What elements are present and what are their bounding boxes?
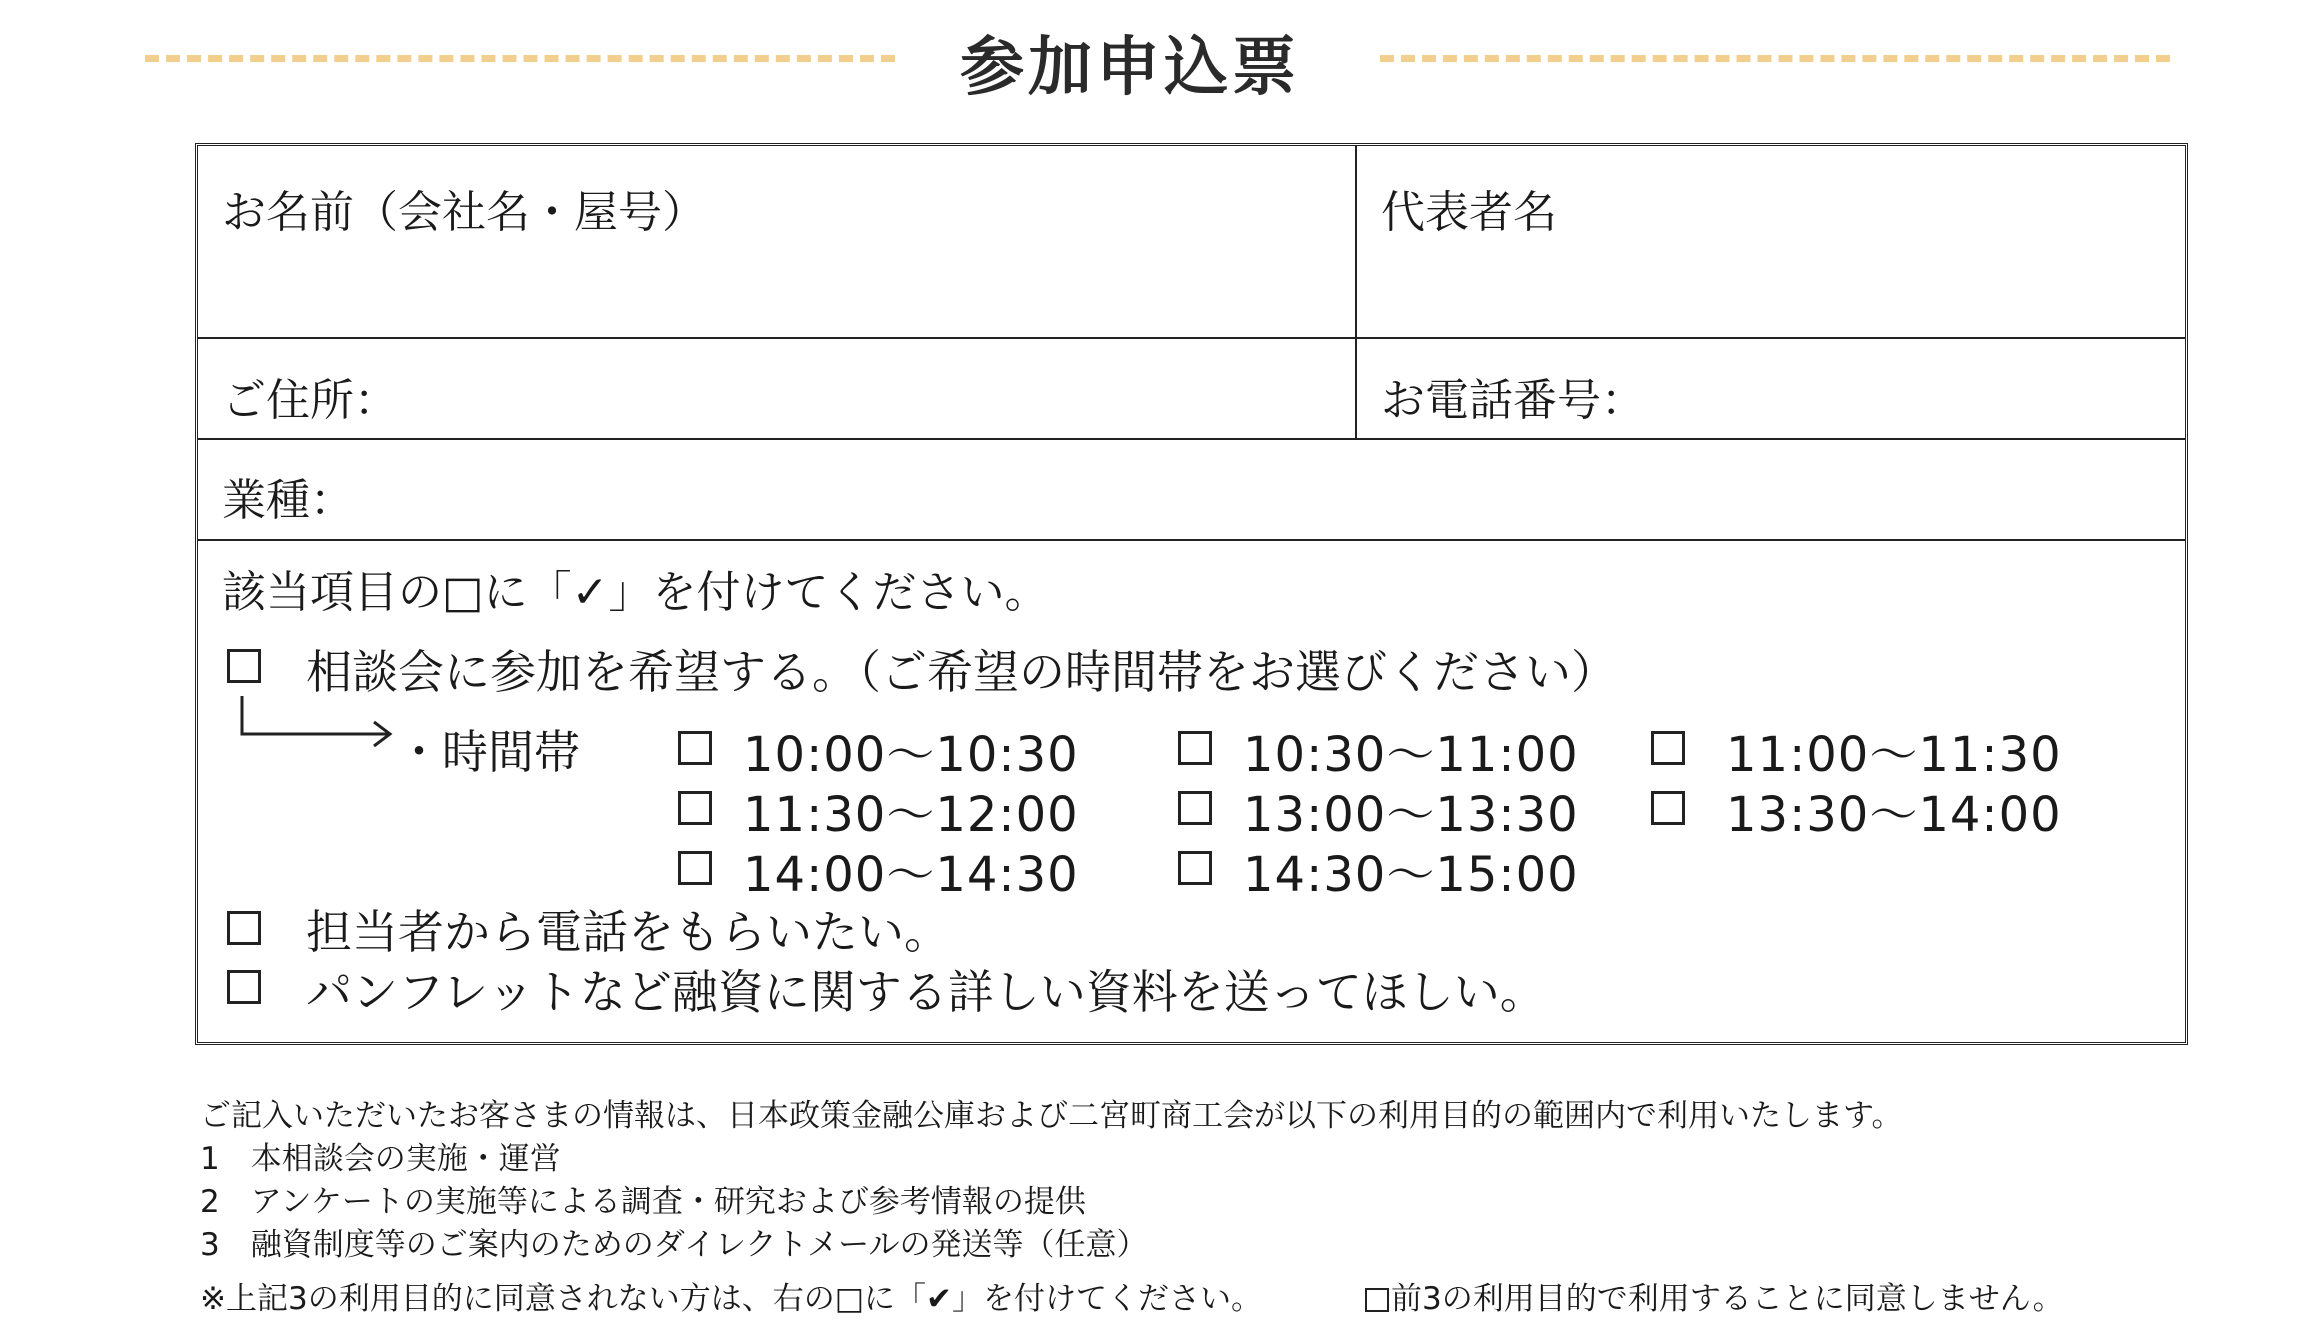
pamphlet-checkbox[interactable] (227, 970, 261, 1004)
application-form (195, 143, 2188, 1045)
pamphlet-option-label: パンフレットなど融資に関する詳しい資料を送ってほしい。 (306, 965, 1546, 1019)
arrow-connector-icon (238, 694, 408, 752)
time-slot-label: 13:30〜14:00 (1726, 787, 2062, 843)
optout-option[interactable] (1365, 1273, 2064, 1318)
slot-checkbox[interactable] (1178, 851, 1212, 885)
optout-option-label: 前3の利用目的で利用することに同意しません。 (1391, 1281, 2064, 1317)
title-ornament-left (145, 55, 895, 62)
slot-checkbox[interactable] (1651, 731, 1685, 765)
consult-checkbox[interactable] (227, 649, 261, 683)
call-option-label: 担当者から電話をもらいたい。 (306, 905, 950, 959)
slot-checkbox[interactable] (678, 731, 712, 765)
row-divider (198, 337, 2185, 339)
optout-instruction: ※上記3の利用目的に同意されない方は、右の□に「✔」を付けてください。 (200, 1281, 1262, 1317)
slot-checkbox[interactable] (678, 851, 712, 885)
optout-checkbox[interactable] (1365, 1288, 1389, 1312)
privacy-item-3: 3 融資制度等のご案内のためのダイレクトメールの発送等（任意） (200, 1227, 1148, 1263)
slot-checkbox[interactable] (1178, 731, 1212, 765)
privacy-item-2: 2 アンケートの実施等による調査・研究および参考情報の提供 (200, 1184, 1086, 1220)
address-field[interactable]: ご住所： (222, 375, 398, 426)
instructions-text: 該当項目の□に「✓」を付けてください。 (222, 567, 1049, 618)
title-ornament-right (1380, 55, 2170, 62)
time-slot-label: 11:00〜11:30 (1726, 727, 2062, 783)
slot-checkbox[interactable] (1651, 791, 1685, 825)
time-slot-label: 11:30〜12:00 (743, 787, 1079, 843)
time-slot-label: 14:00〜14:30 (743, 847, 1079, 903)
time-slot-label: 13:00〜13:30 (1243, 787, 1579, 843)
phone-field[interactable]: お電話番号： (1381, 375, 1645, 426)
industry-field[interactable]: 業種： (222, 475, 354, 526)
consult-option-label: 相談会に参加を希望する。（ご希望の時間帯をお選びください） (306, 645, 1617, 699)
time-slot-label: 10:30〜11:00 (1243, 727, 1579, 783)
privacy-intro: ご記入いただいたお客さまの情報は、日本政策金融公庫および二宮町商工会が以下の利用目的の範囲内で利用いたします。 (200, 1098, 1903, 1134)
representative-field[interactable]: 代表者名 (1381, 187, 1557, 238)
page-title: 参加申込票 (960, 31, 1300, 105)
row-divider (198, 539, 2185, 541)
slot-checkbox[interactable] (1178, 791, 1212, 825)
call-checkbox[interactable] (227, 911, 261, 945)
time-slot-label: 14:30〜15:00 (1243, 847, 1579, 903)
time-label: ・時間帯 (396, 725, 580, 779)
slot-checkbox[interactable] (678, 791, 712, 825)
column-divider (1355, 146, 1357, 439)
privacy-item-1: 1 本相談会の実施・運営 (200, 1141, 561, 1177)
time-slot-label: 10:00〜10:30 (743, 727, 1079, 783)
row-divider (198, 438, 2185, 440)
name-field[interactable]: お名前（会社名・屋号） (222, 187, 706, 238)
